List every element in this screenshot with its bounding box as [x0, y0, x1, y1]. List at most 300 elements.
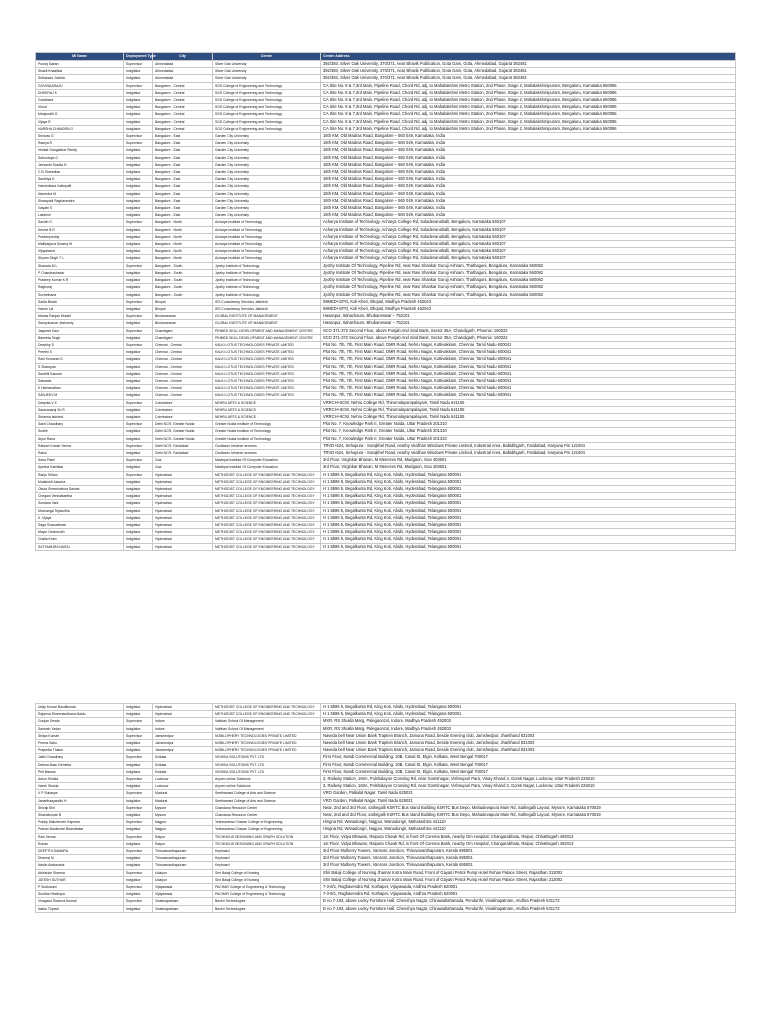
cell-address: Acharya Institute of Technology, Acharya College Rd, Soladevanahalli, Bengaluru, Karnataka 560107 — [321, 233, 736, 240]
cell-city: Bangalore - South — [153, 291, 213, 298]
table-row — [36, 226, 736, 233]
cell-deployment-type: Invigilator — [124, 543, 153, 550]
cell-city: Visakhapatnam — [153, 905, 213, 912]
cell-city: Bangalore - North — [153, 241, 213, 248]
cell-centre: Jyothy Institute of Technology — [213, 269, 321, 276]
cell-city: Udaipur — [153, 869, 213, 876]
cell-city: Chennai - Central — [153, 349, 213, 356]
table-row — [36, 349, 736, 356]
cell-name: Narendra M — [36, 190, 124, 197]
cell-centre: Garden City University — [213, 212, 321, 219]
cell-address: CA Site No. 8 & 7,3rd Main, Pipeline Road, Chord Rd, adj. to Mahalakshmi Metro Station, 2nd Phase, Stage 2, Mahalakshmipuram, Bengaluru, Karnataka 560086 — [321, 125, 736, 132]
cell-name: Vinod — [36, 104, 124, 111]
table-row — [36, 248, 736, 255]
table-row — [36, 905, 736, 912]
cell-city: Chennai - Central — [153, 370, 213, 377]
cell-centre: Garden City University — [213, 140, 321, 147]
cell-city: Bangalore - Central — [153, 118, 213, 125]
cell-name: Mayur Deshmukh — [36, 529, 124, 536]
cell-address: Naveda bell Near Union Bank Traptein Branch, Jamuna Road, beside Evening club, Jamshedpur, Jharkhand 831003 — [321, 747, 736, 754]
cell-name: Rahul — [36, 449, 124, 456]
cell-address: MXR, RS Shukla Marg, Palegaonzol, Indore, Madhya Pradesh 452003 — [321, 725, 736, 732]
cell-address: IMMED+GPO, Koli Kheri, Bhopal, Madhya Pradesh 462043 — [321, 305, 736, 312]
table-row — [36, 522, 736, 529]
cell-city: Delhi NCR- Greater Noida — [153, 428, 213, 435]
table-row — [36, 233, 736, 240]
cell-centre: METHODIST COLLEGE OF ENGINEERING AND TECHNOLOGY — [213, 493, 321, 500]
cell-city: Bangalore - Central — [153, 104, 213, 111]
cell-address: VRO Garden, Palkulal Nagar, Tamil Nadu 625021 — [321, 790, 736, 797]
table-row — [36, 305, 736, 312]
cell-centre: Jyothy Institute of Technology — [213, 284, 321, 291]
cell-deployment-type: Invigilator — [124, 862, 153, 869]
cell-address: 16th KM, Old Madras Road, Bangalore – 560 049, Karnataka, India — [321, 176, 736, 183]
cell-name: Janarthaayandhi H — [36, 797, 124, 804]
cell-city: Bangalore - Central — [153, 125, 213, 132]
cell-name: Arjun Rana — [36, 435, 124, 442]
table-row — [36, 190, 736, 197]
cell-deployment-type: Supervisor — [124, 884, 153, 891]
cell-city: Coimbatore — [153, 406, 213, 413]
cell-address: VRRCH+6CW, Nehru College Rd, Thirumalayampalayam, Tamil Nadu 641105 — [321, 406, 736, 413]
cell-deployment-type: Supervisor — [124, 219, 153, 226]
cell-address: 16th KM, Old Madras Road, Bangalore – 560 049, Karnataka, India — [321, 197, 736, 204]
cell-city: Chennai - Central — [153, 363, 213, 370]
cell-city: Ahmedabad — [153, 61, 213, 68]
cell-city: Bangalore - South — [153, 277, 213, 284]
cell-centre: Acharya Institute of Technology — [213, 226, 321, 233]
cell-city: Bangalore - South — [153, 262, 213, 269]
cell-city: Hyderabad — [153, 514, 213, 521]
cell-address: Acharya Institute of Technology, Acharya College Rd, Soladevanahalli, Bengaluru, Karnataka 560107 — [321, 255, 736, 262]
cell-centre: SGS College of Engineering and Technology — [213, 104, 321, 111]
cell-address: 16th KM, Old Madras Road, Bangalore – 560 049, Karnataka, India — [321, 133, 736, 140]
table-row — [36, 61, 736, 68]
cell-deployment-type: Supervisor — [124, 133, 153, 140]
cell-name: Chegani Venkatkantha — [36, 493, 124, 500]
cell-city: Mysore — [153, 804, 213, 811]
cell-address: H 1 5596 5, Begalkunta Rd, King Koti, Abids, Hyderabad, Telangana 500001 — [321, 704, 736, 711]
table-row — [36, 435, 736, 442]
cell-centre: METHODIST COLLEGE OF ENGINEERING AND TECHNOLOGY — [213, 471, 321, 478]
cell-deployment-type: Invigilator — [124, 876, 153, 883]
cell-city: Goa — [153, 457, 213, 464]
cell-address: 16th KM, Old Madras Road, Bangalore – 560 049, Karnataka, India — [321, 205, 736, 212]
table-row — [36, 457, 736, 464]
cell-deployment-type: Invigilator — [124, 704, 153, 711]
cell-centre: Vaibhav School Of Management — [213, 718, 321, 725]
cell-centre: IES Consultancy Services Jatkhedi — [213, 305, 321, 312]
cell-deployment-type: Supervisor — [124, 82, 153, 89]
cell-deployment-type: Invigilator — [124, 514, 153, 521]
cell-centre: Acharya Institute of Technology — [213, 219, 321, 226]
table-row — [36, 104, 736, 111]
cell-city: Bangalore - East — [153, 205, 213, 212]
cell-name: Harsh Shukla — [36, 783, 124, 790]
cell-deployment-type: Invigilator — [124, 740, 153, 747]
cell-centre: Garden City University — [213, 169, 321, 176]
cell-deployment-type: Supervisor — [124, 298, 153, 305]
cell-centre: Greater Noida Institute of Technology — [213, 421, 321, 428]
cell-city: Hyderabad — [153, 522, 213, 529]
cell-deployment-type: Invigilator — [124, 522, 153, 529]
cell-address: Plot No. 7, Knowledge Park II, Greater Noida, Uttar Pradesh 201310 — [321, 435, 736, 442]
cell-address: Jyothy Institute Of Technology, Pipeline Rd, near Ravi Shankar Guruji Ashram, Thathaguni, Bengaluru, Karnataka 560082 — [321, 262, 736, 269]
cell-centre: Jyothy Institute of Technology — [213, 277, 321, 284]
cell-deployment-type: Invigilator — [124, 147, 153, 154]
cell-city: Bangalore - East — [153, 176, 213, 183]
table-row — [36, 529, 736, 536]
table-row — [36, 704, 736, 711]
table-row — [36, 298, 736, 305]
table-row — [36, 197, 736, 204]
cell-city: Chennai - Central — [153, 341, 213, 348]
cell-address: Plot No. 7th, 7th, First Main Road, OMR Road, Nehru Nagar, Kottivakkam, Chennai, Tamil Nadu 600041 — [321, 341, 736, 348]
cell-deployment-type: Invigilator — [124, 154, 153, 161]
cell-deployment-type: Supervisor — [124, 732, 153, 739]
table-row — [36, 790, 736, 797]
cell-centre: NOBILOPHERY TECHNOLOGIES PRIVATE LIMITED — [213, 747, 321, 754]
table-row — [36, 169, 736, 176]
header-deployment-type: Deployment Type — [124, 53, 153, 61]
cell-centre: KALKI LOTUS TECHNOLOGIES PRIVATE LIMITED — [213, 341, 321, 348]
cell-city: Kolkata — [153, 754, 213, 761]
table-row — [36, 363, 736, 370]
cell-centre: KALKI LOTUS TECHNOLOGIES PRIVATE LIMITED — [213, 385, 321, 392]
cell-centre: Seethamani College of Arts and Science — [213, 797, 321, 804]
cell-deployment-type: Invigilator — [124, 725, 153, 732]
table-row — [36, 536, 736, 543]
cell-centre: KALKI LOTUS TECHNOLOGIES PRIVATE LIMITED — [213, 363, 321, 370]
table-row — [36, 147, 736, 154]
cell-centre: METHODIST COLLEGE OF ENGINEERING AND TECHNOLOGY — [213, 543, 321, 550]
cell-name: Mutakshit Jatavna — [36, 478, 124, 485]
table-row — [36, 277, 736, 284]
table-row — [36, 812, 736, 819]
cell-address: Acharya Institute of Technology, Acharya College Rd, Soladevanahalli, Bengaluru, Karnataka 560107 — [321, 241, 736, 248]
cell-centre: METHODIST COLLEGE OF ENGINEERING AND TECHNOLOGY — [213, 500, 321, 507]
cell-city: Delhi NCR- Greater Noida — [153, 435, 213, 442]
table-row — [36, 392, 736, 399]
cell-address: 16th KM, Old Madras Road, Bangalore – 560 049, Karnataka, India — [321, 190, 736, 197]
cell-centre: Aryzen online Solutions — [213, 783, 321, 790]
cell-deployment-type: Invigilator — [124, 161, 153, 168]
cell-city: Thiruvananthapuram — [153, 862, 213, 869]
table-row — [36, 507, 736, 514]
table-row — [36, 485, 736, 492]
cell-city: Lucknow — [153, 776, 213, 783]
table-row — [36, 797, 736, 804]
cell-centre: SGS College of Engineering and Technology — [213, 97, 321, 104]
cell-city: Bangalore - East — [153, 197, 213, 204]
cell-deployment-type: Supervisor — [124, 804, 153, 811]
cell-deployment-type: Invigilator — [124, 747, 153, 754]
cell-centre: NEHRU ARTS & SCIENCE — [213, 406, 321, 413]
cell-city: Kolkata — [153, 761, 213, 768]
cell-centre: METHODIST COLLEGE OF ENGINEERING AND TECHNOLOGY — [213, 529, 321, 536]
cell-name: Sundara Vani — [36, 500, 124, 507]
table-row — [36, 884, 736, 891]
cell-deployment-type: Supervisor — [124, 262, 153, 269]
cell-centre: Garden City University — [213, 133, 321, 140]
table-row — [36, 183, 736, 190]
cell-name: K Hemanathan — [36, 385, 124, 392]
cell-address: SCO 371-372 Second Floor, above Punjab And Sind Bank, Sector 35A, Chandigarh, Phoenix: 160022 — [321, 334, 736, 341]
cell-address: H 1 5596 5, Begalkunta Rd, King Koti, Abids, Hyderabad, Telangana 500001 — [321, 514, 736, 521]
cell-deployment-type: Supervisor — [124, 140, 153, 147]
cell-address: Near, 2nd and 3rd Floor, sathegalli KSRTC Bus stand Building KSRTC Bus Depo, Mahadevapura Main Rd, Sathegalli Layout, Mysore, Karnataka 570019 — [321, 812, 736, 819]
cell-name: Abhishke Sharma — [36, 869, 124, 876]
cell-deployment-type: Invigilator — [124, 768, 153, 775]
cell-name: Prajwolla Thakur — [36, 747, 124, 754]
cell-centre: KALKI LOTUS TECHNOLOGIES PRIVATE LIMITED — [213, 356, 321, 363]
cell-name: Uday Kumar Bandikonda — [36, 704, 124, 711]
cell-deployment-type: Supervisor — [124, 471, 153, 478]
cell-city: Hyderabad — [153, 471, 213, 478]
cell-deployment-type: Invigilator — [124, 855, 153, 862]
cell-centre: Aryzen online Solutions — [213, 776, 321, 783]
cell-city: Bangalore - East — [153, 133, 213, 140]
cell-address: 16th KM, Old Madras Road, Bangalore – 560 049, Karnataka, India — [321, 161, 736, 168]
cell-name: Venkat Gangadhar Reddy — [36, 147, 124, 154]
table-row — [36, 740, 736, 747]
cell-name: Sabarais — [36, 377, 124, 384]
cell-name: Harish Lal — [36, 305, 124, 312]
cell-address: Naveda bell Near Union Bank Traptein Branch, Jamuna Road, beside Evening club, Jamshedpur, Jharkhand 831003 — [321, 740, 736, 747]
cell-deployment-type: Invigilator — [124, 797, 153, 804]
cell-centre: PACHAR College of Engineering & Technology — [213, 891, 321, 898]
table-row — [36, 75, 736, 82]
cell-centre: SGS College of Engineering and Technology — [213, 111, 321, 118]
cell-city: Ahmedabad — [153, 68, 213, 75]
cell-name: Harishrikara Kattepalli — [36, 183, 124, 190]
cell-address: 3rd Floor, Virginkar Bhavan, M Menezes Rd, Madgaon, Goa 403601 — [321, 457, 736, 464]
table-row — [36, 413, 736, 420]
cell-name: Suchethana — [36, 291, 124, 298]
cell-name: Ramya R — [36, 140, 124, 147]
table-row — [36, 262, 736, 269]
table-body — [36, 704, 736, 913]
cell-deployment-type: Invigilator — [124, 89, 153, 96]
table-row — [36, 269, 736, 276]
table-row — [36, 212, 736, 219]
cell-city: Bangalore - East — [153, 212, 213, 219]
cell-name: Prerna Sahu — [36, 740, 124, 747]
cell-city: Bangalore - North — [153, 226, 213, 233]
cell-city: Delhi NCR- Greater Noida — [153, 421, 213, 428]
cell-address: Plot No. 7th, 7th, First Main Road, OMR Road, Nehru Nagar, Kottivakkam, Chennai, Tamil Nadu 600041 — [321, 356, 736, 363]
cell-city: Bangalore - Central — [153, 97, 213, 104]
cell-centre: Baxen Technologies — [213, 905, 321, 912]
cell-deployment-type: Invigilator — [124, 428, 153, 435]
cell-name: Dheeraj M — [36, 855, 124, 862]
cell-deployment-type: Invigilator — [124, 761, 153, 768]
table-row — [36, 891, 736, 898]
table-row — [36, 327, 736, 334]
cell-centre: Maviepal Institute Of Computer Education — [213, 457, 321, 464]
cell-centre: GLOBAL INSTITUTE OF MANAGEMENT — [213, 313, 321, 320]
cell-city: Bangalore - East — [153, 169, 213, 176]
cell-city: Indore — [153, 725, 213, 732]
cell-city: Coimbatore — [153, 413, 213, 420]
cell-name: Saga Gnanadevan — [36, 522, 124, 529]
table-row — [36, 747, 736, 754]
cell-address: Near, 2nd and 3rd Floor, sathegalli KSRTC Bus stand Building KSRTC Bus Depo, Mahadevapura Main Rd, Sathegalli Layout, Mysore, Karnataka 570019 — [321, 804, 736, 811]
cell-deployment-type: Invigilator — [124, 75, 153, 82]
table-row — [36, 370, 736, 377]
cell-deployment-type: Invigilator — [124, 183, 153, 190]
cell-name: Baneeta Singh — [36, 334, 124, 341]
table-row — [36, 176, 736, 183]
cell-name: Santosh Yadav — [36, 725, 124, 732]
cell-centre: Garden City University — [213, 190, 321, 197]
cell-address: SCO 371-372 Second Floor, above Punjab And Sind Bank, Sector 35A, Chandigarh, Phoenix: 160022 — [321, 327, 736, 334]
cell-address: Plot No. 7th, 7th, First Main Road, OMR Road, Nehru Nagar, Kottivakkam, Chennai, Tamil Nadu 600041 — [321, 385, 736, 392]
table-row — [36, 718, 736, 725]
cell-name: Priti Biswas — [36, 768, 124, 775]
cell-deployment-type: Invigilator — [124, 197, 153, 204]
table-row — [36, 291, 736, 298]
cell-deployment-type: Invigilator — [124, 529, 153, 536]
cell-city: Jamshedpur — [153, 747, 213, 754]
table-row — [36, 869, 736, 876]
cell-deployment-type: Supervisor — [124, 399, 153, 406]
cell-deployment-type: Invigilator — [124, 169, 153, 176]
table-row — [36, 725, 736, 732]
table-row — [36, 406, 736, 413]
cell-name: HARSHA CHANDRA G — [36, 125, 124, 132]
cell-address: 16th KM, Old Madras Road, Bangalore – 560 049, Karnataka, India — [321, 147, 736, 154]
cell-name: Shivaji Shri — [36, 804, 124, 811]
cell-name: JATESH SUTHAR — [36, 876, 124, 883]
cell-city: Mysore — [153, 812, 213, 819]
cell-city: Bangalore - North — [153, 255, 213, 262]
cell-deployment-type: Invigilator — [124, 255, 153, 262]
cell-centre: Greater Noida Institute of Technology — [213, 435, 321, 442]
cell-centre: Keyboard — [213, 848, 321, 855]
cell-address: 16th KM, Old Madras Road, Bangalore – 560 049, Karnataka, India — [321, 212, 736, 219]
cell-address: H 1 5596 5, Begalkunta Rd, King Koti, Abids, Hyderabad, Telangana 500001 — [321, 485, 736, 492]
table-row — [36, 464, 736, 471]
cell-name: Navlin Ambavarla — [36, 862, 124, 869]
cell-address: H 1 5596 5, Begalkunta Rd, King Koti, Abids, Hyderabad, Telangana 500001 — [321, 507, 736, 514]
cell-centre: SGS College of Engineering and Technology — [213, 89, 321, 96]
cell-centre: SGS College of Engineering and Technology — [213, 82, 321, 89]
table-row — [36, 284, 736, 291]
table-row — [36, 876, 736, 883]
cell-centre: Silver Oak University — [213, 75, 321, 82]
cell-name: Sachin G — [36, 219, 124, 226]
cell-city: Jamshedpur — [153, 740, 213, 747]
centre-roster-table — [35, 52, 736, 551]
table-row — [36, 898, 736, 905]
cell-city: Bhopal — [153, 298, 213, 305]
cell-name: Mallikarjuna Swamy M — [36, 241, 124, 248]
cell-centre: PIHMED SKILL DEVELOPMENT AND MANAGEMENT CENTRE — [213, 327, 321, 334]
cell-name: Manas Ranjan Mudali — [36, 313, 124, 320]
table-row — [36, 241, 736, 248]
cell-city: Bangalore - Central — [153, 89, 213, 96]
cell-deployment-type: Supervisor — [124, 457, 153, 464]
cell-city: Thiruvananthapuram — [153, 855, 213, 862]
cell-deployment-type: Invigilator — [124, 826, 153, 833]
cell-city: Chennai - Central — [153, 385, 213, 392]
cell-deployment-type: Supervisor — [124, 790, 153, 797]
cell-address: Acharya Institute of Technology, Acharya College Rd, Soladevanahalli, Bengaluru, Karnataka 560107 — [321, 219, 736, 226]
cell-deployment-type: Invigilator — [124, 493, 153, 500]
cell-deployment-type: Invigilator — [124, 507, 153, 514]
cell-address: CA Site No. 8 & 7,3rd Main, Pipeline Road, Chord Rd, adj. to Mahalakshmi Metro Station, 2nd Phase, Stage 2, Mahalakshmipuram, Bengaluru, Karnataka 560086 — [321, 97, 736, 104]
cell-deployment-type: Invigilator — [124, 711, 153, 718]
cell-city: Ahmedabad — [153, 75, 213, 82]
cell-address: 3, Railway Station, 160A, Polshalayon Crossing Rd, near Gomtinagar, Vishnupuri Para, Vinay Khand 3, Gomti Nagar, Lucknow, Uttar Pradesh 226010 — [321, 783, 736, 790]
cell-centre: KALKI LOTUS TECHNOLOGIES PRIVATE LIMITED — [213, 370, 321, 377]
cell-deployment-type: Supervisor — [124, 421, 153, 428]
cell-centre: Garden City University — [213, 183, 321, 190]
cell-centre: Yeshwantrao Chavan College of Engineering — [213, 826, 321, 833]
cell-address: 16th KM, Old Madras Road, Bangalore – 560 049, Karnataka, India — [321, 169, 736, 176]
table-row — [36, 478, 736, 485]
cell-deployment-type: Invigilator — [124, 478, 153, 485]
cell-address: Plot No. 7, Knowledge Park II, Greater Noida, Uttar Pradesh 201310 — [321, 428, 736, 435]
cell-city: Hyderabad — [153, 704, 213, 711]
cell-address: H 1 5596 5, Begalkunta Rd, King Koti, Abids, Hyderabad, Telangana 500001 — [321, 471, 736, 478]
cell-name: Sakti Chaudhary — [36, 421, 124, 428]
cell-deployment-type: Invigilator — [124, 320, 153, 327]
cell-name: Vijayalaxmi — [36, 248, 124, 255]
cell-address: 3rd Floor Mulberry Towers, Vanross Junction, Thiruvananthapuram, Kerala 695001 — [321, 855, 736, 862]
cell-address: 3rd Floor Mulberry Towers, Vanross Junction, Thiruvananthapuram, Kerala 695001 — [321, 848, 736, 855]
cell-city: Chandigarh — [153, 327, 213, 334]
table-row — [36, 82, 736, 89]
cell-address: Plot No. 7, Knowledge Park II, Greater Noida, Uttar Pradesh 201310 — [321, 421, 736, 428]
cell-name: Rohan — [36, 840, 124, 847]
cell-address: 1st Floor, Vidya Bhawan, Raipura Chowk Rd, in front Of Corema Bank, nearby Om Hospital, Changarabhata, Raipur, Chhattisgarh 492013 — [321, 840, 736, 847]
cell-city: Chennai - Central — [153, 377, 213, 384]
cell-centre: Acharya Institute of Technology — [213, 255, 321, 262]
table-row — [36, 783, 736, 790]
cell-deployment-type: Invigilator — [124, 500, 153, 507]
cell-deployment-type: Invigilator — [124, 392, 153, 399]
cell-deployment-type: Invigilator — [124, 97, 153, 104]
cell-name: DEEPTHI DAMARA — [36, 848, 124, 855]
table-row — [36, 442, 736, 449]
cell-address: 392/393, Silver Oak University, 370/371, near Bhavik Publication, Gota Gam, Gota, Ahmedabad, Gujarat 382481 — [321, 75, 736, 82]
cell-address: TRVD+624, Sehupura - Surajkhel Road, nearby Vardhan Windows Private Limited, Industrial Area, Ballabhgarh, Faridabad, Haryana Pin 121004 — [321, 442, 736, 449]
cell-city: Raipur — [153, 833, 213, 840]
header-city: City — [153, 53, 213, 61]
cell-address: D no 7-183, above Lucky Furniture Hall, Chenshya Nagar, Chinawaltahanada, Pendurthi, Visakhapatnam, Andhra Pradesh 531173 — [321, 898, 736, 905]
table-row — [36, 154, 736, 161]
cell-centre: Silver Oak University — [213, 68, 321, 75]
cell-address: H 1 5596 5, Begalkunta Rd, King Koti, Abids, Hyderabad, Telangana 500001 — [321, 478, 736, 485]
cell-name: Ankur Shukla — [36, 776, 124, 783]
cell-address: Shri Balaji College of Nursing Jhamar Kotra Main Road, Front of Gayatri Petrol Pump Hotel Rohan Palace Street, Rajasthan 313002 — [321, 876, 736, 883]
cell-address: 1st Floor, Vidya Bhawan, Raipura Chowk Rd, in front Of Corema Bank, nearby Om Hospital, Changarabhata, Raipur, Chhattisgarh 492013 — [321, 833, 736, 840]
cell-name: Pradeep Kumar K R — [36, 277, 124, 284]
cell-city: Bangalore - East — [153, 161, 213, 168]
cell-centre: Acharya Institute of Technology — [213, 248, 321, 255]
cell-address: VRO Garden, Palkulal Nagar, Tamil Nadu 625021 — [321, 797, 736, 804]
cell-address: CA Site No. 8 & 7,3rd Main, Pipeline Road, Chord Rd, adj. to Mahalakshmi Metro Station, 2nd Phase, Stage 2, Mahalakshmipuram, Bengaluru, Karnataka 560086 — [321, 82, 736, 89]
cell-name: Ravi Kumaran S — [36, 356, 124, 363]
cell-centre: Maviepal Institute Of Computer Education — [213, 464, 321, 471]
cell-address: Jyothy Institute Of Technology, Pipeline Rd, near Ravi Shankar Guruji Ashram, Thathaguni, Bengaluru, Karnataka 560082 — [321, 291, 736, 298]
table-row — [36, 125, 736, 132]
cell-address: First Floor, Nandi Commercial Building, 10B, Canal St, Elgin, Kolkata, West Bengal 700017 — [321, 768, 736, 775]
cell-centre: Garden City University — [213, 161, 321, 168]
cell-name: Obula Shreekrishna Sanaie — [36, 485, 124, 492]
